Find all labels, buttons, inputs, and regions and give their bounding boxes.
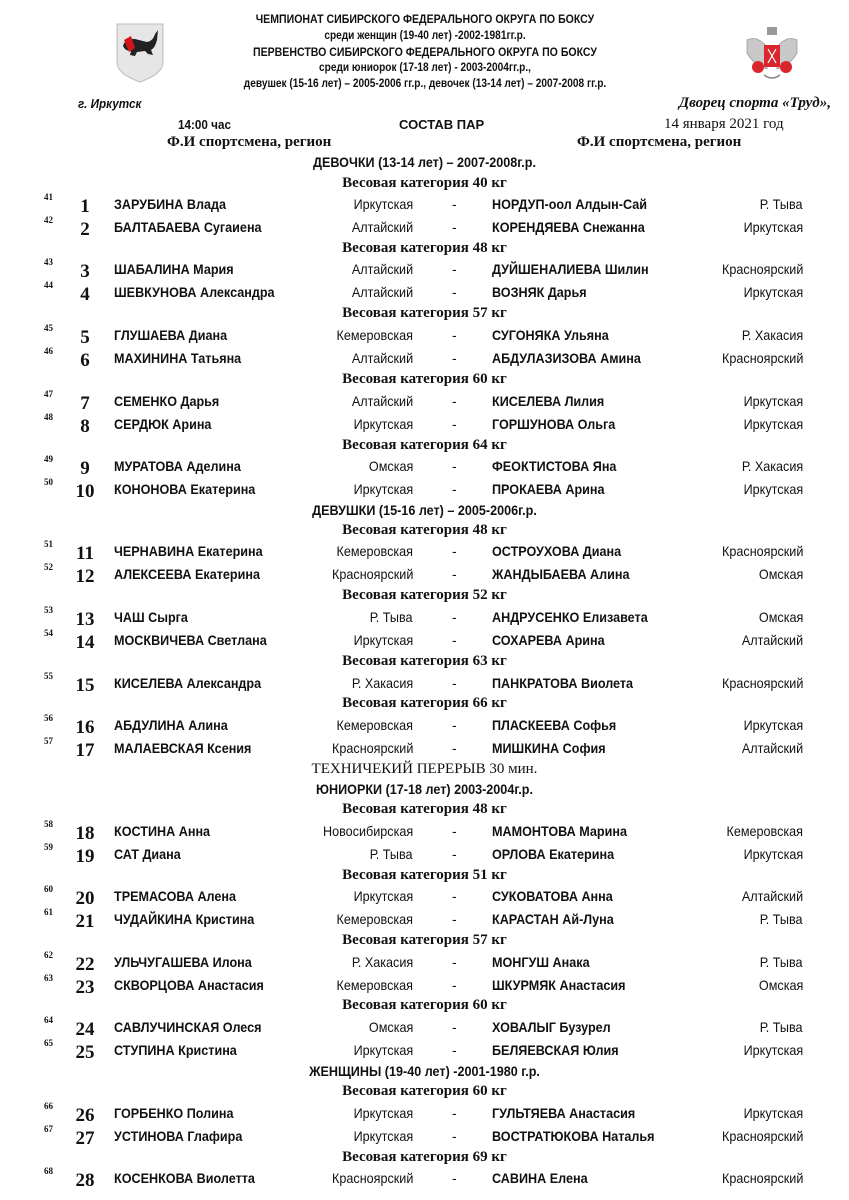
bout-number: 16 <box>75 717 95 738</box>
boxer-left-name: САТ Диана <box>114 846 181 862</box>
group-heading: ЖЕНЩИНЫ (19-40 лет) -2001-1980 г.р. <box>309 1063 540 1079</box>
bout-global-index: 51 <box>44 539 53 549</box>
bout-row <box>0 281 849 303</box>
versus-separator: - <box>452 1128 457 1144</box>
bout-number: 1 <box>80 196 90 217</box>
boxer-right-region: Иркутская <box>743 1042 803 1058</box>
bout-number: 28 <box>75 1170 95 1191</box>
bout-row <box>0 324 849 346</box>
column-header-right: Ф.И спортсмена, регион <box>577 134 742 150</box>
group-heading: ДЕВОЧКИ (13-14 лет) – 2007-2008г.р. <box>312 154 536 170</box>
boxer-right-region: Иркутская <box>743 481 803 497</box>
bout-number: 5 <box>80 327 90 348</box>
boxer-left-name: СЕМЕНКО Дарья <box>114 393 220 409</box>
weight-category: Весовая категория 52 кг <box>342 587 507 603</box>
boxer-right-region: Иркутская <box>743 416 803 432</box>
weight-category: Весовая категория 48 кг <box>342 240 507 256</box>
weight-category: Весовая категория 64 кг <box>342 437 507 453</box>
bout-number: 3 <box>80 261 90 282</box>
page-title: СОСТАВ ПАР <box>399 117 485 132</box>
bout-global-index: 44 <box>44 280 53 290</box>
boxer-right-name: ГУЛЬТЯЕВА Анастасия <box>492 1105 636 1121</box>
bout-global-index: 65 <box>44 1038 53 1048</box>
versus-separator: - <box>452 458 457 474</box>
versus-separator: - <box>452 566 457 582</box>
group-heading: ЮНИОРКИ (17-18 лет) 2003-2004г.р. <box>315 781 534 797</box>
weight-category: Весовая категория 57 кг <box>342 305 507 321</box>
boxer-left-region: Алтайский <box>351 284 413 300</box>
bout-row <box>0 951 849 973</box>
bout-row <box>0 1125 849 1147</box>
boxer-right-name: СУГОНЯКА Ульяна <box>492 327 609 343</box>
bout-global-index: 50 <box>44 477 53 487</box>
versus-separator: - <box>452 717 457 733</box>
versus-separator: - <box>452 543 457 559</box>
boxer-left-name: МАЛАЕВСКАЯ Ксения <box>114 740 252 756</box>
bout-global-index: 43 <box>44 257 53 267</box>
versus-separator: - <box>452 632 457 648</box>
weight-category: Весовая категория 69 кг <box>342 1149 507 1165</box>
weight-category: Весовая категория 60 кг <box>342 1083 507 1099</box>
boxer-right-region: Алтайский <box>741 740 803 756</box>
boxer-right-name: НОРДУП-оол Алдын-Сай <box>492 196 647 212</box>
boxer-right-name: ПРОКАЕВА Арина <box>492 481 605 497</box>
header-line-2: среди женщин (19-40 лет) -2002-1981гг.р. <box>324 30 526 42</box>
versus-separator: - <box>452 196 457 212</box>
boxer-left-name: МОСКВИЧЕВА Светлана <box>114 632 267 648</box>
versus-separator: - <box>452 350 457 366</box>
bout-global-index: 63 <box>44 973 53 983</box>
boxer-left-name: ЗАРУБИНА Влада <box>114 196 227 212</box>
boxer-right-region: Красноярский <box>721 543 803 559</box>
bout-row <box>0 1039 849 1061</box>
bout-global-index: 54 <box>44 628 53 638</box>
boxer-left-name: СТУПИНА Кристина <box>114 1042 237 1058</box>
bout-row <box>0 1167 849 1189</box>
bout-row <box>0 714 849 736</box>
bout-number: 13 <box>75 609 95 630</box>
versus-separator: - <box>452 1170 457 1186</box>
irkutsk-coat-of-arms-icon <box>115 22 165 84</box>
bout-global-index: 59 <box>44 842 53 852</box>
bout-global-index: 60 <box>44 884 53 894</box>
bout-row <box>0 216 849 238</box>
boxer-left-region: Алтайский <box>351 261 413 277</box>
bout-row <box>0 606 849 628</box>
weight-category: Весовая категория 48 кг <box>342 522 507 538</box>
boxer-right-name: АНДРУСЕНКО Елизавета <box>492 609 648 625</box>
bout-row <box>0 540 849 562</box>
bout-number: 25 <box>75 1042 95 1063</box>
weight-category: Весовая категория 57 кг <box>342 932 507 948</box>
boxer-left-region: Омская <box>368 1019 413 1035</box>
bout-row <box>0 413 849 435</box>
bout-number: 19 <box>75 846 95 867</box>
bout-number: 18 <box>75 823 95 844</box>
bout-row <box>0 820 849 842</box>
versus-separator: - <box>452 888 457 904</box>
bout-row <box>0 908 849 930</box>
boxer-left-region: Иркутская <box>353 196 413 212</box>
boxer-right-region: Р. Тыва <box>760 1019 803 1035</box>
boxer-left-name: АЛЕКСЕЕВА Екатерина <box>114 566 260 582</box>
bout-number: 14 <box>75 632 95 653</box>
boxer-right-name: ДУЙШЕНАЛИЕВА Шилин <box>492 261 649 277</box>
boxer-left-region: Иркутская <box>353 481 413 497</box>
boxer-left-name: СЕРДЮК Арина <box>114 416 212 432</box>
bout-number: 26 <box>75 1105 95 1126</box>
boxer-left-name: ШАБАЛИНА Мария <box>114 261 234 277</box>
column-header-left: Ф.И спортсмена, регион <box>167 134 332 150</box>
boxer-left-name: МУРАТОВА Аделина <box>114 458 241 474</box>
group-heading: ДЕВУШКИ (15-16 лет) – 2005-2006г.р. <box>312 502 537 518</box>
bout-global-index: 48 <box>44 412 53 422</box>
boxer-right-name: ЖАНДЫБАЕВА Алина <box>492 566 630 582</box>
boxer-right-name: МАМОНТОВА Марина <box>492 823 627 839</box>
boxer-left-name: БАЛТАБАЕВА Сугаиена <box>114 219 262 235</box>
boxer-right-name: ХОВАЛЫГ Бузурел <box>492 1019 611 1035</box>
weight-category: Весовая категория 40 кг <box>342 175 507 191</box>
bout-number: 6 <box>80 350 90 371</box>
weight-category: Весовая категория 66 кг <box>342 695 507 711</box>
bout-global-index: 56 <box>44 713 53 723</box>
technical-break: ТЕХНИЧЕКИЙ ПЕРЕРЫВ 30 мин. <box>311 761 538 777</box>
boxer-left-region: Р. Тыва <box>370 846 413 862</box>
boxer-right-region: Алтайский <box>741 888 803 904</box>
versus-separator: - <box>452 1042 457 1058</box>
boxer-right-region: Алтайский <box>741 632 803 648</box>
weight-category: Весовая категория 60 кг <box>342 371 507 387</box>
boxer-left-region: Иркутская <box>353 1128 413 1144</box>
bout-global-index: 42 <box>44 215 53 225</box>
boxer-right-region: Омская <box>758 566 803 582</box>
bout-row <box>0 455 849 477</box>
header-line-1: ЧЕМПИОНАТ СИБИРСКОГО ФЕДЕРАЛЬНОГО ОКРУГА ПО БОКСУ <box>255 12 595 26</box>
boxer-right-region: Красноярский <box>721 1128 803 1144</box>
versus-separator: - <box>452 846 457 862</box>
boxer-left-region: Красноярский <box>331 1170 413 1186</box>
bout-row <box>0 974 849 996</box>
versus-separator: - <box>452 416 457 432</box>
bout-row <box>0 1016 849 1038</box>
bout-row <box>0 563 849 585</box>
weight-category: Весовая категория 63 кг <box>342 653 507 669</box>
bout-global-index: 68 <box>44 1166 53 1176</box>
versus-separator: - <box>452 823 457 839</box>
bout-number: 22 <box>75 954 95 975</box>
boxer-left-name: АБДУЛИНА Алина <box>114 717 228 733</box>
bout-number: 10 <box>75 481 95 502</box>
boxer-right-region: Красноярский <box>721 675 803 691</box>
boxer-right-region: Красноярский <box>721 261 803 277</box>
bout-global-index: 61 <box>44 907 53 917</box>
boxer-left-region: Алтайский <box>351 393 413 409</box>
boxer-right-region: Красноярский <box>721 1170 803 1186</box>
bout-row <box>0 478 849 500</box>
bout-global-index: 67 <box>44 1124 53 1134</box>
weight-category: Весовая категория 48 кг <box>342 801 507 817</box>
boxer-right-region: Р. Тыва <box>760 911 803 927</box>
boxer-left-name: ЧЕРНАВИНА Екатерина <box>114 543 263 559</box>
bout-global-index: 45 <box>44 323 53 333</box>
boxer-left-region: Р. Хакасия <box>351 954 413 970</box>
bout-number: 17 <box>75 740 95 761</box>
boxer-right-name: ШКУРМЯК Анастасия <box>492 977 626 993</box>
boxer-right-region: Р. Тыва <box>760 954 803 970</box>
boxer-right-name: ОСТРОУХОВА Диана <box>492 543 622 559</box>
versus-separator: - <box>452 609 457 625</box>
boxer-right-name: ФЕОКТИСТОВА Яна <box>492 458 617 474</box>
header-line-3: ПЕРВЕНСТВО СИБИРСКОГО ФЕДЕРАЛЬНОГО ОКРУГА ПО БОКСУ <box>252 45 597 59</box>
bout-global-index: 64 <box>44 1015 53 1025</box>
city: г. Иркутск <box>78 96 142 111</box>
boxer-left-name: ГОРБЕНКО Полина <box>114 1105 234 1121</box>
boxer-right-region: Р. Тыва <box>760 196 803 212</box>
boxer-left-region: Р. Тыва <box>370 609 413 625</box>
boxer-right-name: ВОСТРАТЮКОВА Наталья <box>492 1128 655 1144</box>
bout-number: 11 <box>76 543 94 564</box>
boxer-right-region: Красноярский <box>721 350 803 366</box>
boxer-right-region: Иркутская <box>743 846 803 862</box>
boxer-left-region: Алтайский <box>351 350 413 366</box>
bout-row <box>0 672 849 694</box>
bout-global-index: 57 <box>44 736 53 746</box>
versus-separator: - <box>452 675 457 691</box>
bout-number: 20 <box>75 888 95 909</box>
boxer-right-region: Иркутская <box>743 284 803 300</box>
boxer-right-region: Р. Хакасия <box>741 458 803 474</box>
versus-separator: - <box>452 393 457 409</box>
boxer-right-name: БЕЛЯЕВСКАЯ Юлия <box>492 1042 619 1058</box>
bout-global-index: 53 <box>44 605 53 615</box>
bout-global-index: 46 <box>44 346 53 356</box>
bout-number: 2 <box>80 219 90 240</box>
versus-separator: - <box>452 977 457 993</box>
venue: Дворец спорта «Труд», <box>678 95 831 111</box>
bout-row <box>0 1102 849 1124</box>
bout-number: 15 <box>75 675 95 696</box>
bout-global-index: 41 <box>44 192 53 202</box>
bout-row <box>0 737 849 759</box>
boxer-left-region: Иркутская <box>353 632 413 648</box>
boxer-right-region: Иркутская <box>743 1105 803 1121</box>
boxer-right-name: КИСЕЛЕВА Лилия <box>492 393 605 409</box>
boxer-left-region: Иркутская <box>353 416 413 432</box>
bout-global-index: 52 <box>44 562 53 572</box>
versus-separator: - <box>452 911 457 927</box>
boxer-right-name: МОНГУШ Анака <box>492 954 590 970</box>
boxer-left-name: СКВОРЦОВА Анастасия <box>114 977 264 993</box>
boxer-right-name: СОХАРЕВА Арина <box>492 632 605 648</box>
header-line-4: среди юниорок (17-18 лет) - 2003-2004гг.р., <box>319 62 531 74</box>
header-line-5: девушек (15-16 лет) – 2005-2006 гг.р., девочек (13-14 лет) – 2007-2008 гг.р. <box>243 78 607 90</box>
boxer-right-name: КОРЕНДЯЕВА Снежанна <box>492 219 645 235</box>
boxer-right-region: Иркутская <box>743 219 803 235</box>
versus-separator: - <box>452 1105 457 1121</box>
boxer-right-name: САВИНА Елена <box>492 1170 588 1186</box>
bout-global-index: 47 <box>44 389 53 399</box>
bout-global-index: 66 <box>44 1101 53 1111</box>
versus-separator: - <box>452 284 457 300</box>
boxer-left-region: Кемеровская <box>336 543 413 559</box>
bout-global-index: 58 <box>44 819 53 829</box>
bout-global-index: 49 <box>44 454 53 464</box>
boxer-right-name: МИШКИНА София <box>492 740 606 756</box>
boxer-left-name: ГЛУШАЕВА Диана <box>114 327 228 343</box>
boxer-left-region: Кемеровская <box>336 717 413 733</box>
bout-number: 8 <box>80 416 90 437</box>
boxer-left-region: Иркутская <box>353 1042 413 1058</box>
bout-number: 4 <box>80 284 90 305</box>
boxer-right-region: Омская <box>758 609 803 625</box>
versus-separator: - <box>452 219 457 235</box>
boxer-left-name: МАХИНИНА Татьяна <box>114 350 242 366</box>
weight-category: Весовая категория 51 кг <box>342 867 507 883</box>
boxer-right-name: ПЛАСКЕЕВА Софья <box>492 717 617 733</box>
versus-separator: - <box>452 261 457 277</box>
versus-separator: - <box>452 1019 457 1035</box>
bout-global-index: 62 <box>44 950 53 960</box>
bout-number: 27 <box>75 1128 95 1149</box>
boxer-left-name: ЧУДАЙКИНА Кристина <box>114 911 255 927</box>
boxer-left-region: Омская <box>368 458 413 474</box>
boxer-left-name: ШЕВКУНОВА Александра <box>114 284 275 300</box>
boxer-right-name: АБДУЛАЗИЗОВА Амина <box>492 350 641 366</box>
bout-row <box>0 347 849 369</box>
boxer-left-name: ЧАШ Сырга <box>114 609 188 625</box>
boxer-right-name: ВОЗНЯК Дарья <box>492 284 587 300</box>
bout-row <box>0 885 849 907</box>
boxer-right-name: СУКОВАТОВА Анна <box>492 888 613 904</box>
boxer-left-region: Иркутская <box>353 1105 413 1121</box>
boxer-left-name: САВЛУЧИНСКАЯ Олеся <box>114 1019 262 1035</box>
boxer-right-region: Иркутская <box>743 393 803 409</box>
boxer-right-region: Р. Хакасия <box>741 327 803 343</box>
bout-row <box>0 843 849 865</box>
boxer-left-region: Кемеровская <box>336 911 413 927</box>
bout-row <box>0 629 849 651</box>
boxer-left-region: Новосибирская <box>322 823 413 839</box>
boxer-left-region: Алтайский <box>351 219 413 235</box>
weight-category: Весовая категория 60 кг <box>342 997 507 1013</box>
boxer-left-name: КОНОНОВА Екатерина <box>114 481 256 497</box>
boxer-left-name: КОСЕНКОВА Виолетта <box>114 1170 255 1186</box>
boxer-right-name: ГОРШУНОВА Ольга <box>492 416 616 432</box>
bout-number: 23 <box>75 977 95 998</box>
boxer-right-name: ОРЛОВА Екатерина <box>492 846 615 862</box>
boxer-left-region: Кемеровская <box>336 977 413 993</box>
bout-number: 24 <box>75 1019 95 1040</box>
boxer-left-region: Красноярский <box>331 740 413 756</box>
versus-separator: - <box>452 740 457 756</box>
boxer-left-region: Р. Хакасия <box>351 675 413 691</box>
boxer-left-name: УСТИНОВА Глафира <box>114 1128 243 1144</box>
bout-row <box>0 258 849 280</box>
boxer-right-region: Кемеровская <box>726 823 803 839</box>
versus-separator: - <box>452 954 457 970</box>
bout-number: 21 <box>75 911 95 932</box>
boxer-left-region: Кемеровская <box>336 327 413 343</box>
bout-number: 12 <box>75 566 95 587</box>
bout-row <box>0 390 849 412</box>
boxer-left-name: УЛЬЧУГАШЕВА Илона <box>114 954 252 970</box>
versus-separator: - <box>452 481 457 497</box>
boxer-left-name: КИСЕЛЕВА Александра <box>114 675 262 691</box>
start-time: 14:00 час <box>178 117 231 132</box>
bout-row <box>0 193 849 215</box>
event-date: 14 января 2021 год <box>664 116 784 132</box>
boxer-left-region: Красноярский <box>331 566 413 582</box>
boxer-left-name: КОСТИНА Анна <box>114 823 211 839</box>
boxer-right-region: Омская <box>758 977 803 993</box>
bout-number: 7 <box>80 393 90 414</box>
bout-number: 9 <box>80 458 90 479</box>
boxer-left-region: Иркутская <box>353 888 413 904</box>
versus-separator: - <box>452 327 457 343</box>
boxer-right-region: Иркутская <box>743 717 803 733</box>
bout-global-index: 55 <box>44 671 53 681</box>
boxer-left-name: ТРЕМАСОВА Алена <box>114 888 237 904</box>
russian-boxing-federation-emblem-icon <box>742 25 802 85</box>
boxer-right-name: КАРАСТАН Ай-Луна <box>492 911 614 927</box>
boxer-right-name: ПАНКРАТОВА Виолета <box>492 675 634 691</box>
